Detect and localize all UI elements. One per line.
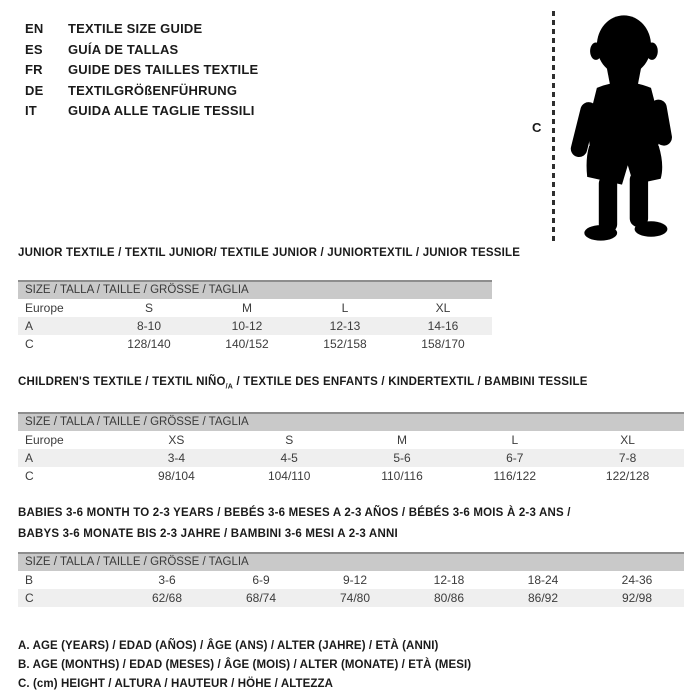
children-title-suffix: / TEXTILE DES ENFANTS / KINDERTEXTIL / BAMBINI TESSILE <box>233 376 588 388</box>
height-cell: 62/68 <box>151 591 183 606</box>
language-title: TEXTILE SIZE GUIDE <box>68 21 203 36</box>
height-cell: 68/74 <box>245 591 277 606</box>
babies-title-line1: BABIES 3-6 MONTH TO 2-3 YEARS / BEBÉS 3-6 MESES A 2-3 AÑOS / BÉBÉS 3-6 MOIS À 2-3 ANS / <box>18 507 571 520</box>
height-cell: 74/80 <box>339 591 371 606</box>
height-cell: 152/158 <box>323 337 367 351</box>
months-cell: 6-9 <box>252 573 270 588</box>
legend-notes <box>18 637 684 694</box>
junior-size-table <box>18 280 492 353</box>
size-header-bar: SIZE / TALLA / TAILLE / GRÖSSE / TAGLIA <box>18 412 684 431</box>
baby-silhouette <box>564 10 680 247</box>
age-cell: 6-7 <box>506 451 524 466</box>
language-code: ES <box>25 41 43 57</box>
table-row-europe <box>18 431 684 449</box>
junior-table-title: JUNIOR TEXTILE / TEXTIL JUNIOR/ TEXTILE JUNIOR / JUNIORTEXTIL / JUNIOR TESSILE <box>18 247 521 259</box>
height-cell: 80/86 <box>433 591 465 606</box>
note-height-cm: C. (cm) HEIGHT / ALTURA / HAUTEUR / HÖHE / ALTEZZA <box>18 678 334 691</box>
height-cell: 86/92 <box>527 591 559 606</box>
height-figure <box>528 8 686 250</box>
size-cell: M <box>396 433 407 448</box>
age-cell: 10-12 <box>231 319 263 333</box>
height-cell: 98/104 <box>158 469 195 484</box>
size-header-bar: SIZE / TALLA / TAILLE / GRÖSSE / TAGLIA <box>18 552 684 571</box>
row-label: C <box>25 337 34 351</box>
months-cell: 24-36 <box>621 573 653 588</box>
children-title-prefix: CHILDREN'S TEXTILE / TEXTIL NIÑO <box>18 376 226 388</box>
language-row-es <box>25 40 258 61</box>
babies-table-title <box>18 503 684 545</box>
age-cell: 14-16 <box>427 319 459 333</box>
size-cell: L <box>341 301 349 315</box>
height-cell: 110/116 <box>381 469 423 484</box>
size-tables-section <box>18 246 684 694</box>
age-cell: 3-4 <box>167 451 186 466</box>
language-code: FR <box>25 62 43 77</box>
language-row-it <box>25 101 258 122</box>
height-cell: 140/152 <box>225 337 269 351</box>
language-row-fr <box>25 60 258 81</box>
height-cell: 92/98 <box>621 591 653 606</box>
height-cell: 116/122 <box>493 469 537 484</box>
table-row-months <box>18 571 684 589</box>
language-title: GUIDE DES TAILLES TEXTILE <box>68 62 259 77</box>
height-cell: 104/110 <box>267 469 311 484</box>
note-age-months: B. AGE (MONTHS) / EDAD (MESES) / ÂGE (MOIS) / ALTER (MONATE) / ETÀ (MESI) <box>18 659 472 672</box>
table-row-height <box>18 589 684 607</box>
height-measure-dashed-line <box>552 11 555 244</box>
row-label: A <box>25 319 34 333</box>
months-cell: 12-18 <box>433 573 465 588</box>
table-row-height <box>18 335 492 353</box>
months-cell: 18-24 <box>527 573 559 588</box>
size-cell: XL <box>620 433 635 448</box>
height-cell: 128/140 <box>127 337 171 351</box>
age-cell: 5-6 <box>393 451 411 466</box>
table-row-height <box>18 467 684 485</box>
measure-c-label: C <box>532 120 542 135</box>
language-title: GUÍA DE TALLAS <box>68 41 179 57</box>
row-label: C <box>25 469 34 484</box>
size-cell: L <box>511 433 519 448</box>
size-cell: XS <box>168 433 185 448</box>
age-cell: 12-13 <box>329 319 361 333</box>
age-cell: 8-10 <box>136 319 162 333</box>
age-cell: 4-5 <box>280 451 298 466</box>
height-cell: 122/128 <box>605 469 650 484</box>
children-size-table <box>18 412 684 485</box>
children-table-title <box>18 375 684 394</box>
row-label: Europe <box>25 301 64 315</box>
row-label: Europe <box>25 433 64 448</box>
size-cell: S <box>144 301 153 315</box>
language-row-de <box>25 81 258 102</box>
language-row-en <box>25 19 258 40</box>
row-label: C <box>25 591 34 606</box>
size-cell: M <box>242 301 252 315</box>
months-cell: 3-6 <box>158 573 176 588</box>
height-cell: 158/170 <box>421 337 465 351</box>
children-title-subscript: /A <box>225 383 234 391</box>
language-title: TEXTILGRÖßENFÜHRUNG <box>68 82 238 98</box>
language-code: EN <box>25 21 44 36</box>
row-label: B <box>25 573 34 588</box>
size-header-bar: SIZE / TALLA / TAILLE / GRÖSSE / TAGLIA <box>18 280 492 299</box>
language-code: DE <box>25 82 44 98</box>
language-title-list <box>25 19 258 122</box>
babies-size-table <box>18 552 684 607</box>
size-cell: S <box>285 433 294 448</box>
language-title: GUIDA ALLE TAGLIE TESSILI <box>68 103 255 118</box>
table-row-age <box>18 317 492 335</box>
note-age-years: A. AGE (YEARS) / EDAD (AÑOS) / ÂGE (ANS) / ALTER (JAHRE) / ETÀ (ANNI) <box>18 640 439 653</box>
months-cell: 9-12 <box>342 573 368 588</box>
age-cell: 7-8 <box>618 451 637 466</box>
table-row-europe <box>18 299 492 317</box>
table-row-age <box>18 449 684 467</box>
row-label: A <box>25 451 34 466</box>
babies-title-line2: BABYS 3-6 MONATE BIS 2-3 JAHRE / BAMBINI 3-6 MESI A 2-3 ANNI <box>18 528 398 541</box>
language-code: IT <box>25 103 37 118</box>
size-cell: XL <box>435 301 451 315</box>
